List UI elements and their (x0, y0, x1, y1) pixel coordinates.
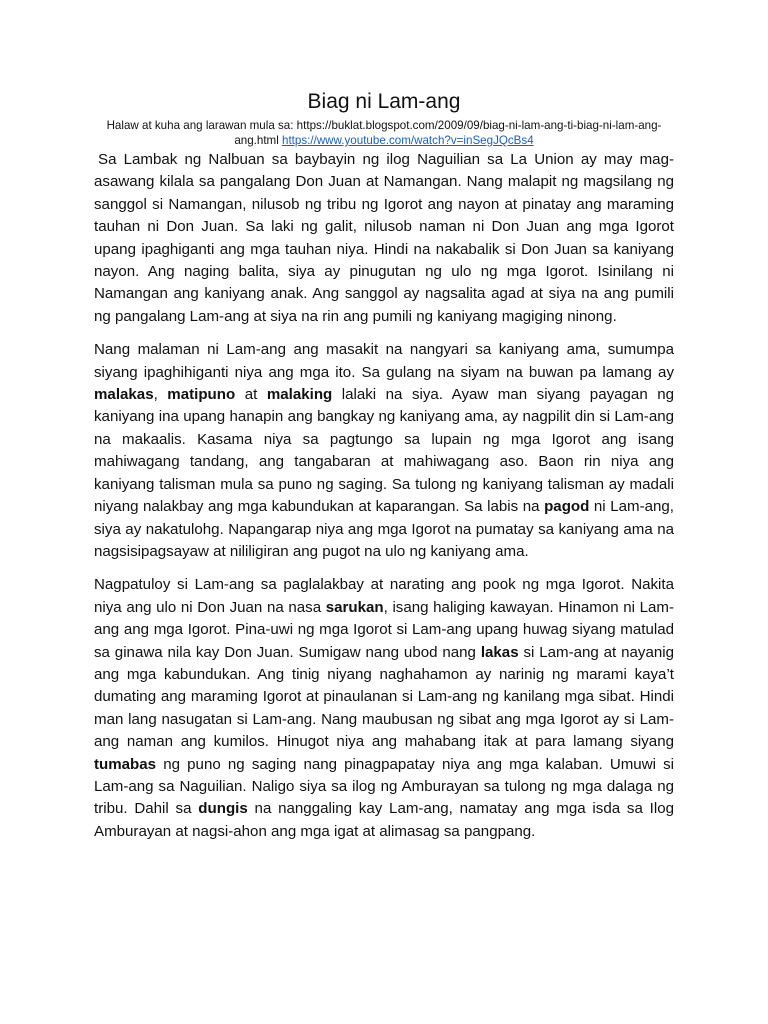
bold-term: malaking (266, 386, 333, 404)
paragraph-1-text: Sa Lambak ng Nalbuan sa baybayin ng ilog Naguilian sa La Union ay may mag-asawang kilala sa pangalang Don Juan at Namangan. Nang malapit ng magsilang ng sanggol si Namangan, nilusob ng tribu ng Igorot ang nayon at pinatay ang maraming tauhan ni Don Juan. Sa laki ng galit, nilusob naman ni Don Juan ang mga Igorot upang ipaghiganti ang mga tauhan niya. Hindi na nakabalik si Don Juan sa kaniyang nayon. Ang naging balita, siya ay pinugutan ng ulo ng mga Igorot. Isinilang ni Namangan ang kaniyang anak. Ang sanggol ay nagsalita agad at siya na ang pumili ng pangalang Lam-ang at siya na rin ang pumili ng kaniyang magiging ninong. (94, 151, 674, 325)
document-title: Biag ni Lam-ang (307, 90, 461, 113)
paragraph-2-text: ni Lam-ang, siya ay nakatulohg. Napangarap niya ang mga Igorot na pumatay sa kaniyang ama na nagsisipagsayaw at nililigiran ang pugot na ulo ng kaniyang ama. (94, 498, 674, 560)
source-text: Halaw at kuha ang larawan mula sa: https://buklat.blogspot.com/2009/09/biag-ni-lam-ang-ti-biag-ni-lam-ang-ang.html (106, 119, 662, 147)
paragraph-3-text: na nanggaling kay Lam-ang, namatay ang mga isda sa Ilog Amburayan at nagsi-ahon ang mga igat at alimasag sa pangpang. (94, 800, 674, 840)
bold-term: dungis (198, 800, 248, 818)
paragraph-2-text: at (235, 386, 267, 404)
paragraph-2 (94, 339, 674, 563)
paragraph-3-text: ng puno ng saging nang pinagpapatay niya ang mga kalaban. Umuwi si Lam-ang sa Naguilian. Naligo siya sa ilog ng Amburayan sa tulong ng mga dalaga ng tribu. Dahil sa (94, 755, 674, 818)
paragraph-3-text: , isang haliging kawayan. Hinamon ni Lam-ang ang mga Igorot. Pina-uwi ng mga Igorot si Lam-ang upang huwag siyang matulad sa ginawa nila kay Don Juan. Sumigaw nang ubod nang (94, 598, 674, 661)
paragraph-2-text: Nang malaman ni Lam-ang ang masakit na nangyari sa kaniyang ama, sumumpa siyang ipaghihiganti niya ang mga ito. Sa gulang na siyam na buwan pa lamang ay (94, 341, 674, 381)
bold-term: matipuno (167, 386, 236, 404)
paragraph-1 (94, 149, 674, 328)
paragraph-3 (94, 574, 674, 843)
paragraph-3-text: Nagpatuloy si Lam-ang sa paglalakbay at narating ang pook ng mga Igorot. Nakita niya ang ulo ni Don Juan na nasa (94, 576, 674, 616)
bold-term: pagod (544, 498, 590, 516)
paragraph-2-text: lalaki na siya. Ayaw man siyang payagan ng kaniyang ina upang hanapin ang bangkay ng kaniyang ama, ay nagpilit din si Lam-ang na makaalis. Kasama niya sa pagtungo sa lupain ng mga Igorot ang isang mahiwagang tandang, ang tangabaran at mahiwagang aso. Baon rin niya ang kaniyang talisman mula sa puno ng saging. Sa tulong ng kaniyang talisman ay madali niyang nalakbay ang mga kabundukan at kaparangan. Sa labis na (94, 386, 675, 516)
source-citation (94, 118, 674, 148)
bold-term: sarukan (325, 598, 384, 616)
paragraph-3-text: si Lam-ang at nayanig ang mga kabundukan. Ang tinig niyang naghahamon ay narinig ng marami kaya’t dumating ang maraming Igorot at pinaulanan si Lam-ang ng kanilang mga sibat. Hindi man lang nasugatan si Lam-ang. Nang maubusan ng sibat ang mga Igorot ay si Lam-ang naman ang kumilos. Hinugot niya ang mahabang itak at para lamang siyang (94, 643, 674, 751)
paragraph-2-text: , (153, 386, 168, 404)
bold-term: malakas (94, 386, 154, 404)
source-link[interactable]: https://www.youtube.com/watch?v=inSegJQcBs4 (282, 134, 534, 147)
bold-term: tumabas (94, 755, 157, 773)
bold-term: lakas (480, 643, 519, 661)
